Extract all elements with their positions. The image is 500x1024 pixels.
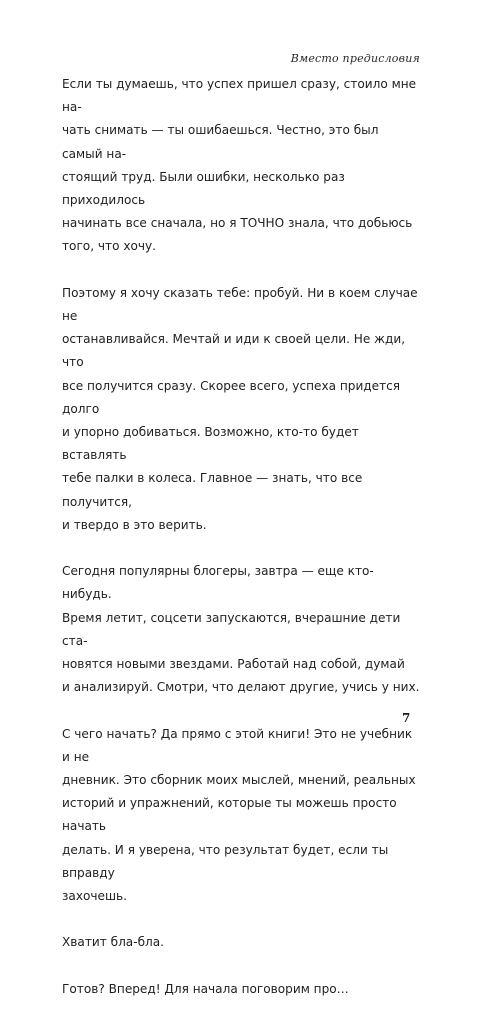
paragraph-2: Поэтому я хочу сказать тебе: пробуй. Ни в коем случае не останавливайся. Мечтай и иди к своей цели. Не жди, что все получится сразу. Скорее всего, успеха придется долго и упорно добиваться. Возможно, кто-то будет вставлять тебе палки в колеса. Главное — знать, что все получится, и твердо в это верить. — [62, 285, 418, 532]
paragraph-1: Если ты думаешь, что успех пришел сразу, стоило мне на- чать снимать — ты ошибаешься. Честно, это был самый на- стоящий труд. Были ошибки, несколько раз приходилось начинать все сначала, но я ТОЧНО знала, что добьюсь того, что хочу. — [62, 77, 417, 254]
paragraph-5: Хватит бла-бла. — [62, 935, 165, 950]
paragraph-6: Готов? Вперед! Для начала поговорим про… — [62, 981, 349, 996]
page-number: 7 — [402, 711, 411, 725]
paragraph-4: С чего начать? Да прямо с этой книги! Это не учебник и не дневник. Это сборник моих мыслей, мнений, реальных историй и упражнений, которые ты можешь просто начать делать. И я уверена, что результат будет, если ты вправду захочешь. — [62, 726, 416, 904]
running-header: Вместо предисловия — [290, 52, 420, 65]
paragraph-3: Сегодня популярны блогеры, завтра — еще кто-нибудь. Время летит, соцсети запускаются, вчерашние дети ста- новятся новыми звездами. Работай над собой, думай и анализируй. Смотри, что делают другие, учись у них. — [62, 564, 420, 695]
body-text — [62, 73, 422, 1024]
